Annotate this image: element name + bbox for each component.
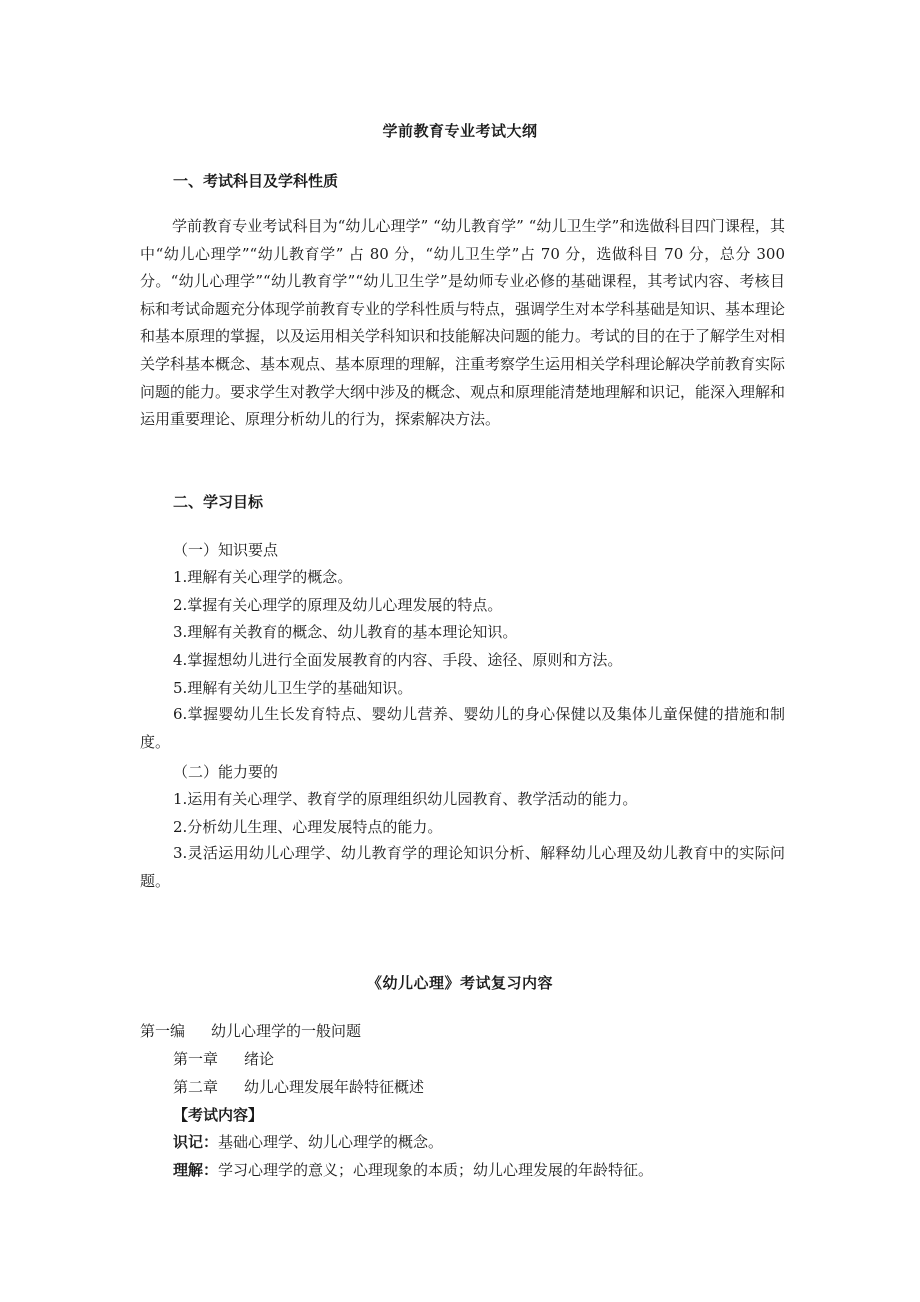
knowledge-item-3: 3.理解有关教育的概念、幼儿教育的基本理论知识。 <box>173 623 518 641</box>
part-name: 幼儿心理学的一般问题 <box>211 1022 362 1040</box>
ability-item-3: 3.灵活运用幼儿心理学、幼儿教育学的理论知识分析、解释幼儿心理及幼儿教育中的实际问题。 <box>140 844 785 890</box>
understand-text: 学习心理学的意义；心理现象的本质；幼儿心理发展的年龄特征。 <box>218 1161 654 1179</box>
section1-paragraph: 学前教育专业考试科目为“幼儿心理学” “幼儿教育学” “幼儿卫生学”和选做科目四门课程，其中“幼儿心理学”“幼儿教育学” 占 80 分，“幼儿卫生学”占 70 分，选做科目 70 分，总分 300 分。“幼儿心理学”“幼儿教育学”“幼儿卫生学”是幼师专业必修的基础课程，其考试内容、考核目标和考试命题充分体现学前教育专业的学科性质与特点，强调学生对本学科基础是知识、基本理论和基本原理的掌握，以及运用相关学科知识和技能解决问题的能力。考试的目的在于了解学生对相关学科基本概念、基本观点、基本原理的理解，注重考察学生运用相关学科理论解决学前教育实际问题的能力。要求学生对教学大纲中涉及的概念、观点和原理能清楚地理解和识记，能深入理解和运用重要理论、原理分析幼儿的行为，探索解决方法。 <box>140 217 786 429</box>
knowledge-points-title: （一）知识要点 <box>173 541 279 559</box>
knowledge-item-6: 6.掌握婴幼儿生长发育特点、婴幼儿营养、婴幼儿的身心保健以及集体儿童保健的措施和制度。 <box>140 705 785 751</box>
ability-item-2: 2.分析幼儿生理、心理发展特点的能力。 <box>173 818 443 836</box>
section2-heading: 二、学习目标 <box>173 493 264 511</box>
chapter2-name: 幼儿心理发展年龄特征概述 <box>244 1078 425 1096</box>
chapter2-label: 第二章 <box>173 1078 219 1096</box>
understand-label: 理解： <box>173 1161 219 1179</box>
knowledge-item-5: 5.理解有关幼儿卫生学的基础知识。 <box>173 679 413 697</box>
part-one <box>140 1021 361 1041</box>
recall-label: 识记： <box>173 1133 219 1151</box>
chapter1-label: 第一章 <box>173 1050 219 1068</box>
review-title: 《幼儿心理》考试复习内容 <box>366 974 553 992</box>
ability-item-1: 1.运用有关心理学、教育学的原理组织幼儿园教育、教学活动的能力。 <box>173 790 638 808</box>
part-label: 第一编 <box>140 1022 186 1040</box>
exam-content-heading: 【考试内容】 <box>173 1106 264 1124</box>
chapter-one <box>173 1049 274 1069</box>
chapter-two <box>173 1077 424 1097</box>
chapter1-name: 绪论 <box>244 1050 275 1068</box>
ability-title: （二）能力要的 <box>173 763 279 781</box>
recall-line <box>173 1132 443 1152</box>
section1-heading: 一、考试科目及学科性质 <box>173 172 339 190</box>
knowledge-item-2: 2.掌握有关心理学的原理及幼儿心理发展的特点。 <box>173 596 503 614</box>
understand-line <box>173 1160 653 1180</box>
recall-text: 基础心理学、幼儿心理学的概念。 <box>218 1133 444 1151</box>
document-title: 学前教育专业考试大纲 <box>382 122 538 140</box>
knowledge-item-4: 4.掌握想幼儿进行全面发展教育的内容、手段、途径、原则和方法。 <box>173 651 623 669</box>
knowledge-item-1: 1.理解有关心理学的概念。 <box>173 568 353 586</box>
